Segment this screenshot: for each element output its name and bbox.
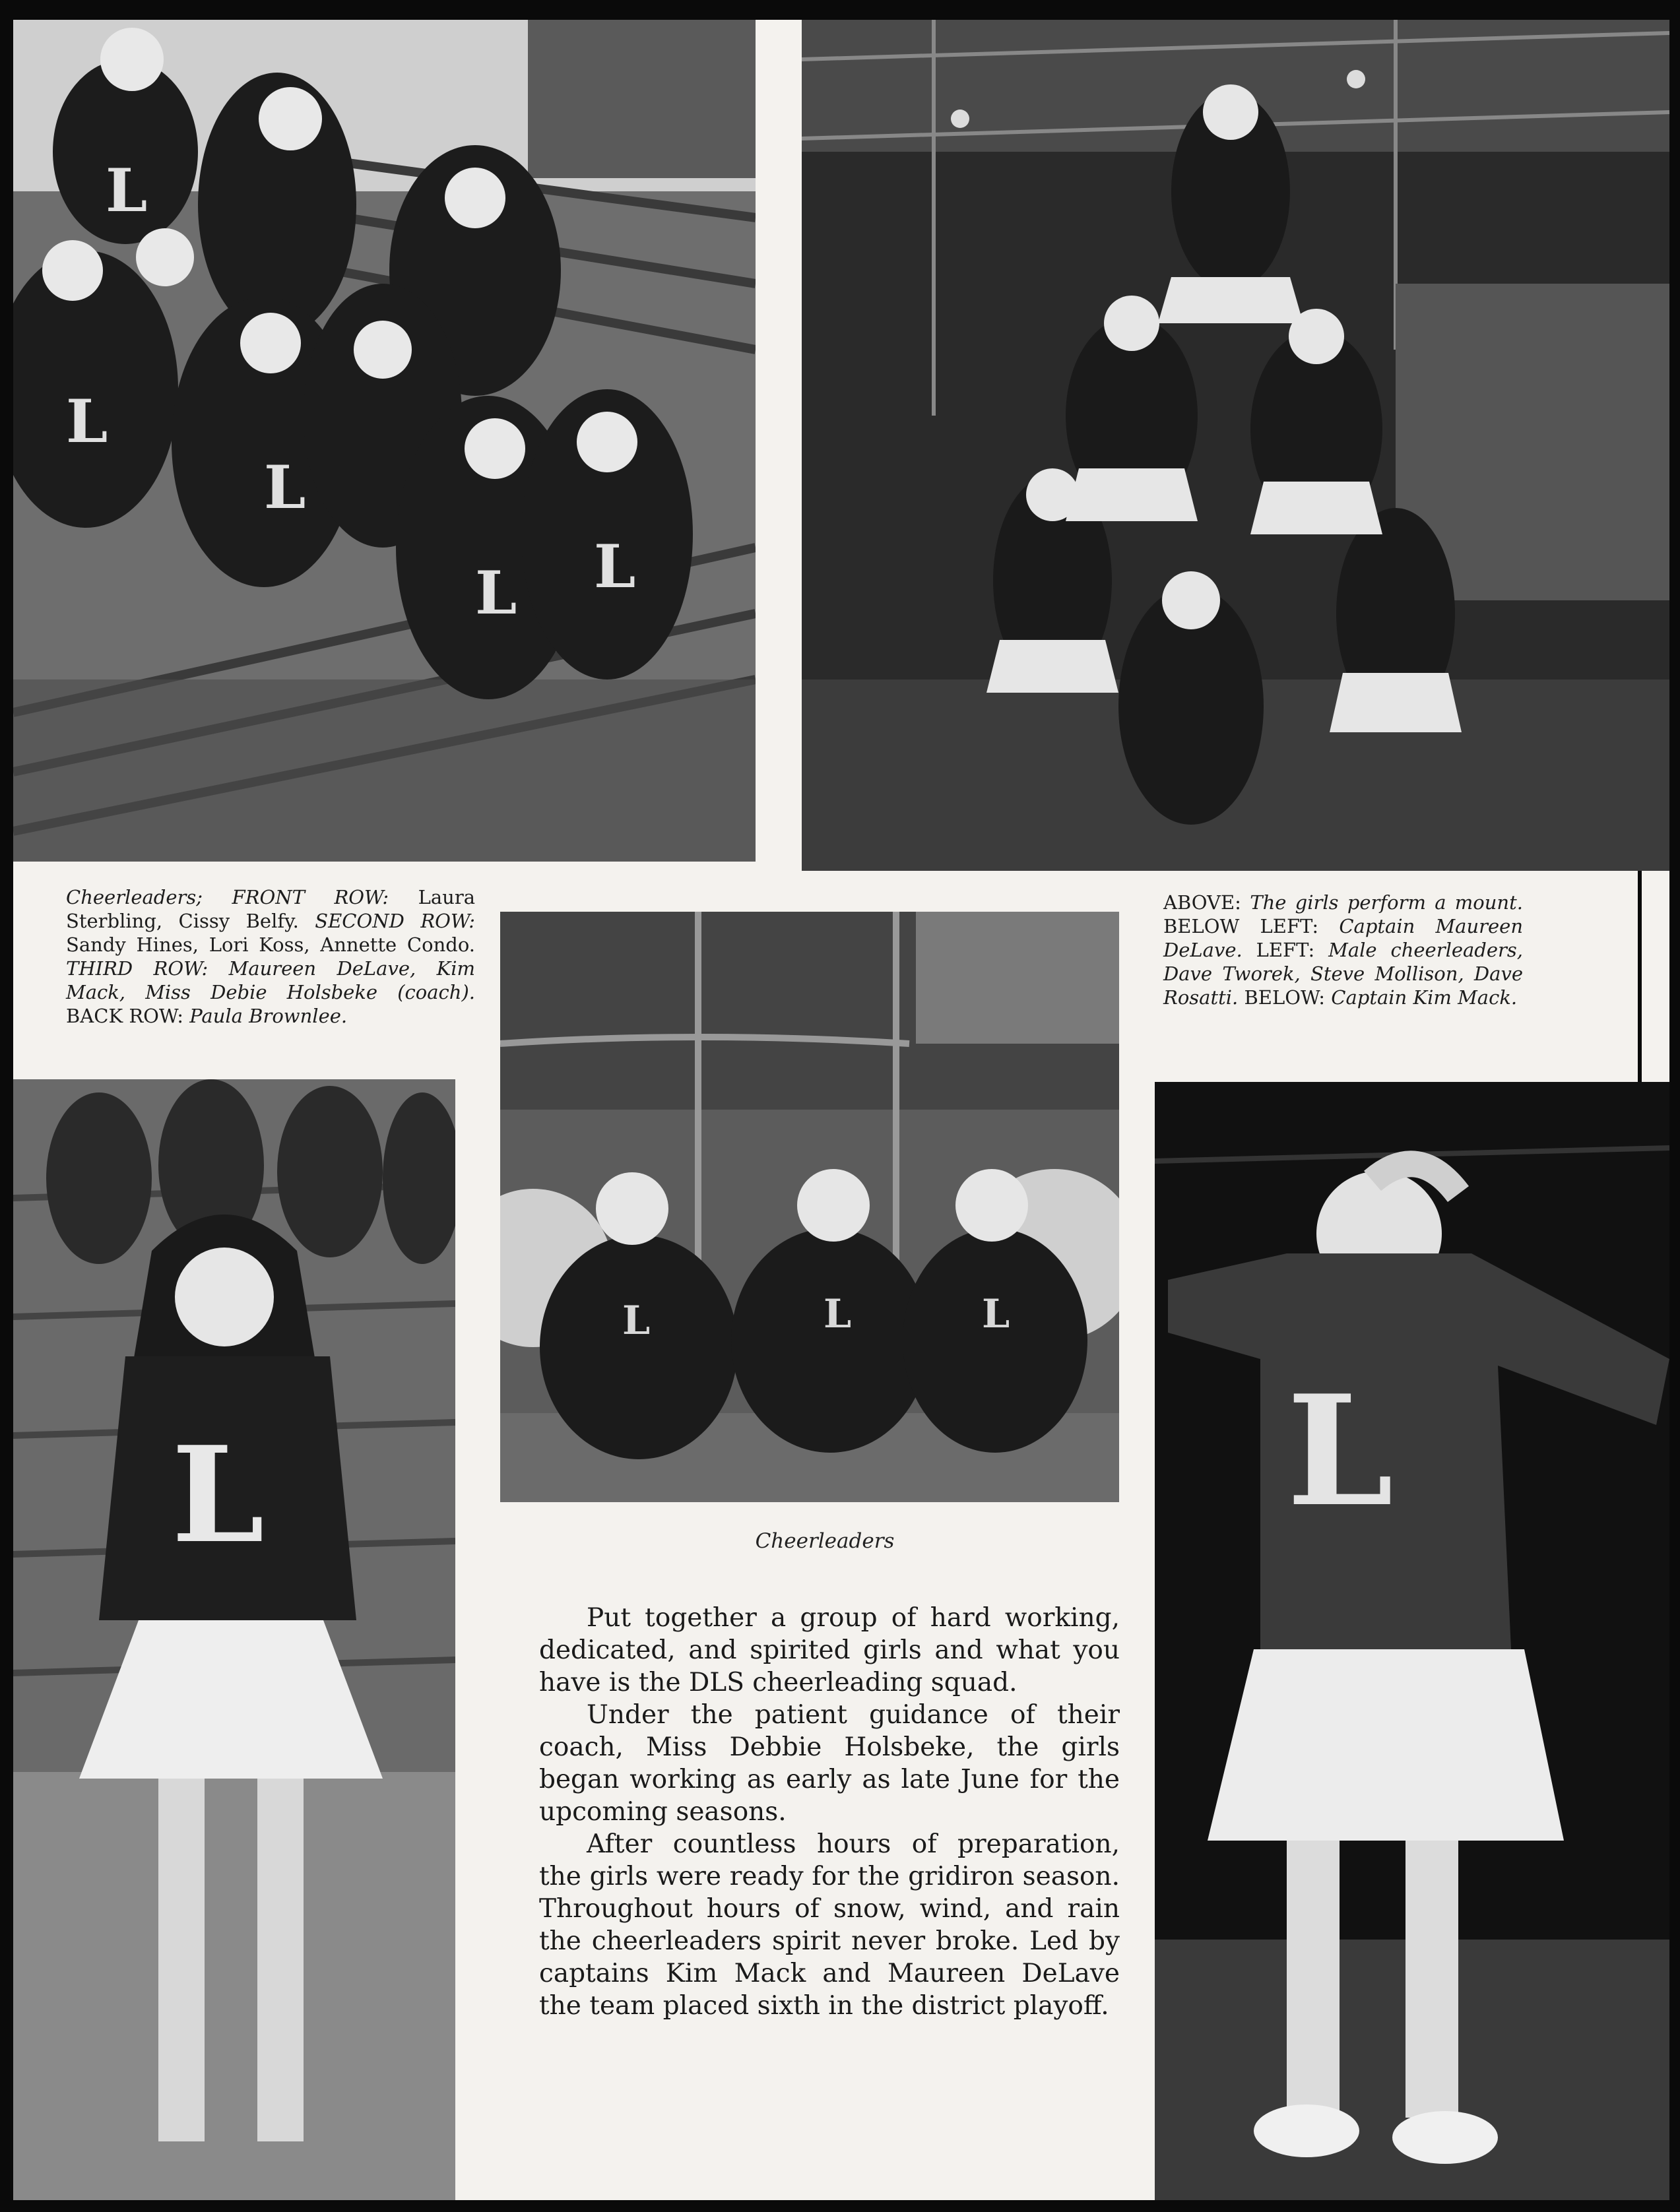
svg-text:L: L (1287, 1362, 1394, 1540)
male-photo-caption: Cheerleaders (755, 1529, 895, 1553)
svg-text:L: L (594, 532, 636, 602)
below-left-text: Captain Maureen DeLave. (1163, 915, 1524, 961)
captain-left-photo (13, 1079, 455, 2200)
story-text (539, 1602, 1120, 2022)
above-label: ABOVE: (1163, 891, 1241, 914)
svg-text:L: L (172, 1418, 265, 1573)
below-left-label: BELOW LEFT: (1163, 915, 1319, 937)
svg-text:L: L (622, 1298, 651, 1344)
left-label: LEFT: (1256, 939, 1315, 961)
front-row-label: Cheerleaders; FRONT ROW: (66, 886, 389, 908)
story-paragraph: After countless hours of preparation, the girls were ready for the gridiron season. Throughout hours of snow, wind, and rain the cheerleaders spirit never broke. Led by captains Kim Mack and Maureen DeLave the team placed sixth in the district playoff. (539, 1829, 1120, 2021)
squad-bleachers-photo (13, 20, 756, 862)
back-row-names: Paula Brownlee. (183, 1005, 348, 1027)
left-text: Male cheerleaders, Dave Tworek, Steve Mollison, Dave Rosatti. (1163, 939, 1523, 1009)
below-text: Captain Kim Mack. (1325, 986, 1518, 1009)
third-row-names: Maureen DeLave, Kim Mack, Miss Debie Holsbeke (coach). (66, 957, 476, 1003)
svg-text:L: L (264, 453, 306, 522)
yearbook-page (13, 20, 1669, 2200)
svg-text:L: L (106, 156, 148, 226)
mount-caption (1163, 891, 1523, 1009)
above-text: The girls perform a mount. (1241, 891, 1523, 914)
svg-text:L: L (66, 387, 108, 457)
below-label: BELOW: (1244, 986, 1326, 1009)
svg-text:L: L (475, 558, 517, 628)
front-row-names: Laura Sterbling, Cissy Belfy. (66, 886, 475, 932)
story-paragraph: Under the patient guidance of their coach, Miss Debbie Holsbeke, the girls began working as early as late June for the upcoming seasons. (539, 1700, 1120, 1827)
squad-caption (66, 885, 475, 1028)
svg-text:L: L (982, 1291, 1010, 1337)
mount-gym-photo (802, 20, 1669, 871)
second-row-label: SECOND ROW: (315, 910, 475, 932)
story-paragraph: Put together a group of hard working, dedicated, and spirited girls and what you have is the DLS cheerleading squad. (539, 1603, 1120, 1697)
right-edge-line (1638, 871, 1642, 1102)
svg-text:L: L (824, 1291, 852, 1337)
back-row-label: BACK ROW: (66, 1005, 183, 1027)
male-cheerleaders-photo (500, 912, 1119, 1502)
captain-right-photo (1155, 1082, 1669, 2200)
third-row-label: THIRD ROW: (66, 957, 209, 980)
second-row-names: Sandy Hines, Lori Koss, Annette Condo. (66, 933, 475, 956)
